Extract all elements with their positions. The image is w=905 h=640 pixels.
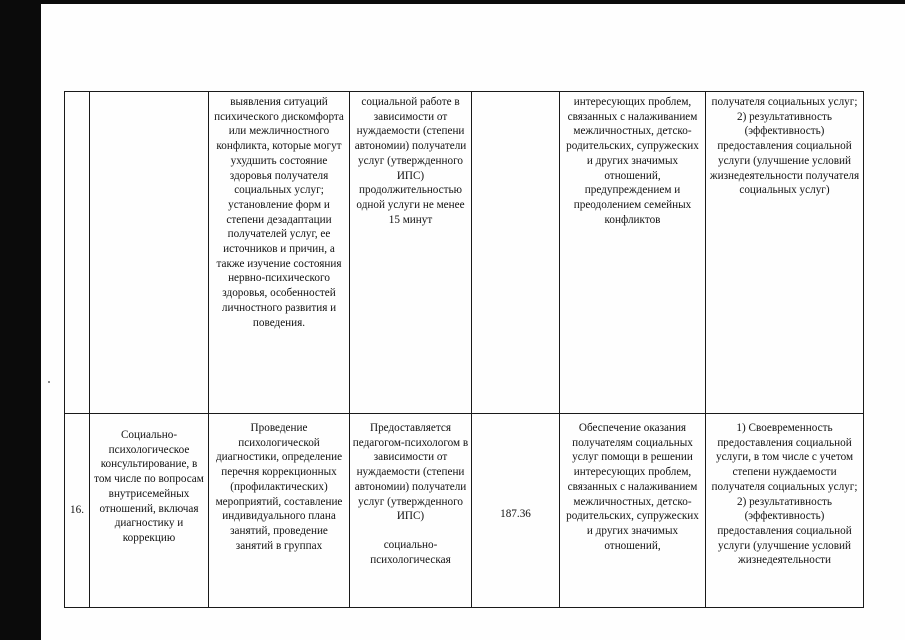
row-number-cell: 16. — [65, 414, 90, 608]
price-cell: 187.36 — [472, 414, 560, 608]
table-row — [65, 414, 864, 608]
table-row — [65, 92, 864, 414]
service-name-cell: Социально-психологическое консультирование, в том числе по вопросам внутрисемейных отношений, включая диагностику и коррекцию — [90, 414, 209, 608]
row-number-cell — [65, 92, 90, 414]
scan-dark-edge — [0, 0, 41, 640]
service-standard-cell: интересующих проблем, связанных с налаживанием межличностных, детско-родительских, супружеских и других значимых отношений, предупреждением и преодолением семейных конфликтов — [560, 92, 706, 414]
service-terms-cell — [350, 414, 472, 608]
services-table — [64, 91, 864, 608]
scan-top-edge — [0, 0, 905, 4]
service-standard-cell: Обеспечение оказания получателям социальных услуг помощи в решении интересующих проблем, связанных с налаживанием межличностных, детско-родительских, супружеских и других значимых отношений, — [560, 414, 706, 608]
service-terms-text: Предоставляется педагогом-психологом в зависимости от нуждаемости (степени автономии) получатели услуг (утвержденного ИПС) — [352, 422, 469, 523]
quality-indicators-cell: получателя социальных услуг; 2) результативность (эффективность) предоставления социальной услуги (улучшение условий жизнедеятельности получателя социальных услуг) — [706, 92, 864, 414]
service-content-cell: Проведение психологической диагностики, определение перечня коррекционных (профилактических) мероприятий, составление индивидуального плана занятий, проведение занятий в группах — [209, 414, 350, 608]
scan-speck — [48, 381, 50, 383]
service-terms-extra: социально-психологическая — [370, 538, 451, 566]
service-content-cell: выявления ситуаций психического дискомфорта или межличностного конфликта, которые могут ухудшить состояние здоровья получателя социальных услуг; установление форм и степени дезадаптации получателей услуг, ее источников и причин, а также изучение состояния нервно-психического здоровья, особенностей личностного развития и поведения. — [209, 92, 350, 414]
price-cell — [472, 92, 560, 414]
service-terms-cell — [350, 92, 472, 414]
service-terms-text: социальной работе в зависимости от нуждаемости (степени автономии) получатели услуг (утвержденного ИПС) продолжительностью одной услуги не менее 15 минут — [354, 96, 467, 226]
quality-indicators-cell: 1) Своевременность предоставления социальной услуги, в том числе с учетом степени нуждаемости получателя социальных услуг; 2) результативность (эффективность) предоставления социальной услуги (улучшение условий жизнедеятельности — [706, 414, 864, 608]
service-name-cell — [90, 92, 209, 414]
